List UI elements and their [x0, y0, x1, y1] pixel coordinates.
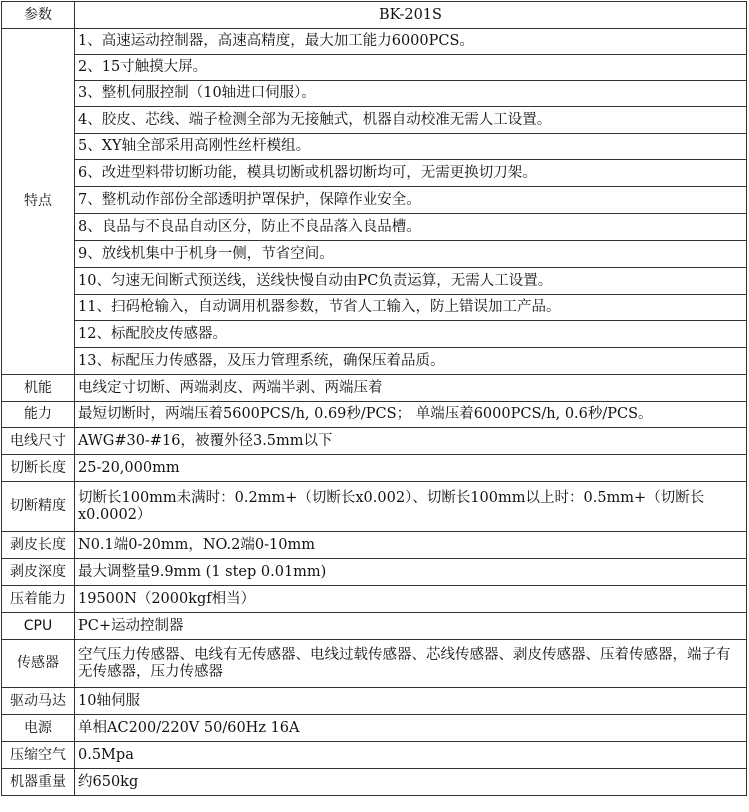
spec-value: 10轴伺服 [75, 688, 747, 715]
spec-row-function [2, 375, 747, 402]
spec-value: 切断长100mm未满时：0.2mm+（切断长x0.002）、切断长100mm以上时：0.5mm+（切断长x0.0002） [75, 482, 747, 532]
spec-label: 电线尺寸 [2, 428, 75, 455]
feature-item: 7、整机动作部份全部透明护罩保护，保障作业安全。 [75, 187, 747, 214]
spec-label: 切断精度 [2, 482, 75, 532]
feature-row [2, 268, 747, 295]
spec-row-sensors [2, 640, 747, 688]
spec-label: 传感器 [2, 640, 75, 688]
spec-row-power [2, 715, 747, 742]
spec-value: 空气压力传感器、电线有无传感器、电线过载传感器、芯线传感器、剥皮传感器、压着传感器，端子有无传感器，压力传感器 [75, 640, 747, 688]
spec-label: 剥皮深度 [2, 559, 75, 586]
feature-item: 3、整机伺服控制（10轴进口伺服）。 [75, 81, 747, 107]
spec-label: 切断长度 [2, 455, 75, 482]
spec-value: 约650kg [75, 769, 747, 796]
feature-item: 13、标配压力传感器，及压力管理系统，确保压着品质。 [75, 348, 747, 375]
features-label: 特点 [2, 29, 75, 375]
spec-label: 能力 [2, 402, 75, 428]
spec-value: 单相AC200/220V 50/60Hz 16A [75, 715, 747, 742]
feature-item: 12、标配胶皮传感器。 [75, 321, 747, 348]
model-name: BK-201S [75, 2, 747, 29]
spec-row-strip-depth [2, 559, 747, 586]
feature-row [2, 187, 747, 214]
param-label: 参数 [2, 2, 75, 29]
feature-item: 6、改进型料带切断功能，模具切断或机器切断均可，无需更换切刀架。 [75, 160, 747, 187]
spec-label: 压着能力 [2, 586, 75, 613]
feature-item: 4、胶皮、芯线、端子检测全部为无接触式，机器自动校准无需人工设置。 [75, 107, 747, 134]
spec-value: 电线定寸切断、两端剥皮、两端半剥、两端压着 [75, 375, 747, 402]
feature-item: 10、匀速无间断式预送线，送线快慢自动由PC负责运算，无需人工设置。 [75, 268, 747, 295]
spec-row-motor [2, 688, 747, 715]
spec-row-air [2, 742, 747, 769]
spec-table [1, 1, 747, 796]
feature-item: 9、放线机集中于机身一侧，节省空间。 [75, 241, 747, 268]
feature-row [2, 241, 747, 268]
feature-row [2, 348, 747, 375]
spec-label: 机器重量 [2, 769, 75, 796]
spec-value: 0.5Mpa [75, 742, 747, 769]
spec-label: CPU [2, 613, 75, 640]
spec-label: 剥皮长度 [2, 532, 75, 559]
spec-value: PC+运动控制器 [75, 613, 747, 640]
header-row [2, 2, 747, 29]
feature-row [2, 160, 747, 187]
spec-label: 压缩空气 [2, 742, 75, 769]
spec-row-weight [2, 769, 747, 796]
spec-label: 机能 [2, 375, 75, 402]
spec-label: 电源 [2, 715, 75, 742]
spec-value: 25-20,000mm [75, 455, 747, 482]
feature-row [2, 29, 747, 55]
feature-row [2, 134, 747, 160]
feature-row [2, 55, 747, 81]
feature-item: 8、良品与不良品自动区分，防止不良品落入良品槽。 [75, 214, 747, 241]
feature-item: 1、高速运动控制器，高速高精度，最大加工能力6000PCS。 [75, 29, 747, 55]
spec-row-crimp-force [2, 586, 747, 613]
feature-item: 5、XY轴全部采用高刚性丝杆模组。 [75, 134, 747, 160]
feature-item: 2、15寸触摸大屏。 [75, 55, 747, 81]
feature-row [2, 81, 747, 107]
spec-value: 19500N（2000kgf相当） [75, 586, 747, 613]
spec-row-strip-length [2, 532, 747, 559]
spec-value: N0.1端0-20mm，NO.2端0-10mm [75, 532, 747, 559]
spec-value: 最短切断时，两端压着5600PCS/h, 0.69秒/PCS； 单端压着6000PCS/h, 0.6秒/PCS。 [75, 402, 747, 428]
spec-row-cut-length [2, 455, 747, 482]
spec-row-cpu [2, 613, 747, 640]
feature-row [2, 321, 747, 348]
feature-item: 11、扫码枪输入，自动调用机器参数，节省人工输入，防上错误加工产品。 [75, 295, 747, 321]
spec-value: 最大调整量9.9mm (1 step 0.01mm) [75, 559, 747, 586]
feature-row [2, 107, 747, 134]
feature-row [2, 214, 747, 241]
spec-row-capacity [2, 402, 747, 428]
spec-row-cut-accuracy [2, 482, 747, 532]
spec-value: AWG#30-#16，被覆外径3.5mm以下 [75, 428, 747, 455]
spec-label: 驱动马达 [2, 688, 75, 715]
feature-row [2, 295, 747, 321]
spec-row-wire-size [2, 428, 747, 455]
